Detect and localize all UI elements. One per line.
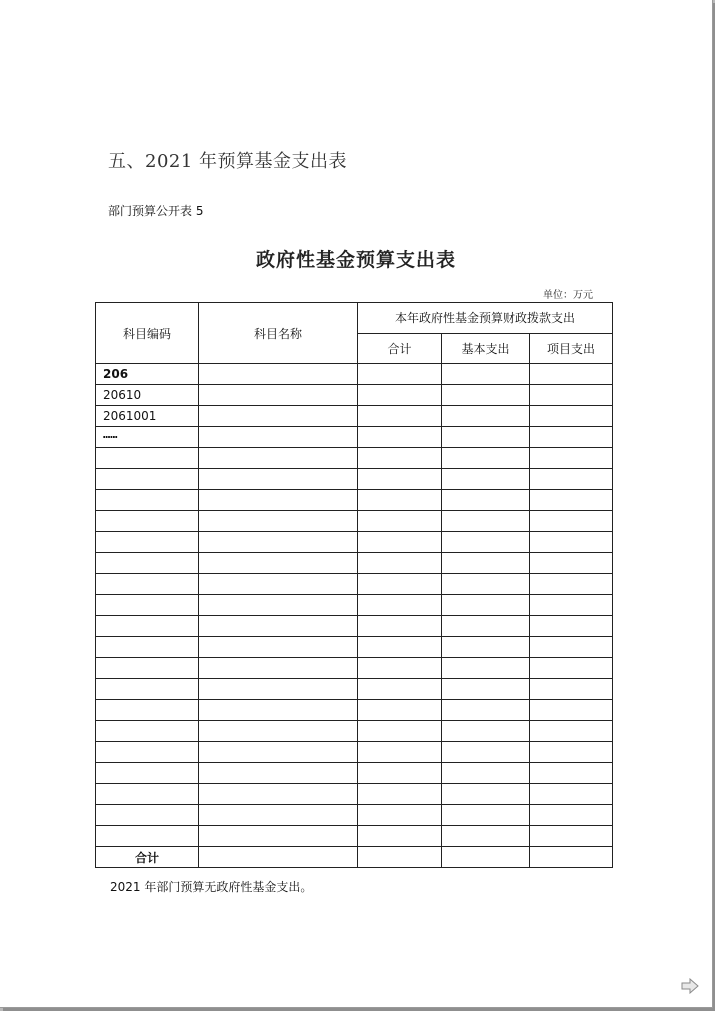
row-project-cell (530, 364, 613, 385)
row-basic-cell (442, 490, 530, 511)
row-project-cell (530, 448, 613, 469)
row-basic-cell (442, 532, 530, 553)
row-code-cell: 206 (96, 364, 199, 385)
table-row (96, 427, 613, 448)
header-basic: 基本支出 (442, 333, 530, 364)
row-project-cell (530, 805, 613, 826)
row-total-cell (358, 763, 442, 784)
row-total-cell (358, 595, 442, 616)
table-title: 政府性基金预算支出表 (255, 249, 456, 271)
row-total-cell (358, 406, 442, 427)
row-name-cell (199, 637, 358, 658)
table-row (96, 658, 613, 679)
row-project-cell (530, 490, 613, 511)
table-row (96, 721, 613, 742)
row-name-cell (199, 385, 358, 406)
row-total-cell (358, 469, 442, 490)
row-name-cell (199, 700, 358, 721)
table-row (96, 532, 613, 553)
row-name-cell (199, 763, 358, 784)
row-total-cell (358, 805, 442, 826)
row-code-cell (96, 616, 199, 637)
row-code-cell (96, 553, 199, 574)
row-name-cell (199, 511, 358, 532)
row-total-cell (358, 679, 442, 700)
row-name-cell (199, 574, 358, 595)
row-total-cell (358, 553, 442, 574)
row-total-cell (358, 784, 442, 805)
table-row (96, 763, 613, 784)
row-project-cell (530, 763, 613, 784)
table-row (96, 805, 613, 826)
row-name-cell (199, 784, 358, 805)
table-row (96, 700, 613, 721)
unit-label: 单位：万元 (543, 290, 593, 301)
budget-table (95, 302, 613, 868)
row-name-cell (199, 406, 358, 427)
row-name-cell (199, 595, 358, 616)
row-basic-cell (442, 826, 530, 847)
row-code-cell (96, 490, 199, 511)
table-row (96, 490, 613, 511)
row-project-cell (530, 826, 613, 847)
table-row (96, 637, 613, 658)
row-basic-cell (442, 427, 530, 448)
table-row (96, 364, 613, 385)
row-name-cell (199, 469, 358, 490)
row-code-cell (96, 637, 199, 658)
row-project-cell (530, 595, 613, 616)
table-row (96, 616, 613, 637)
row-total-cell (358, 742, 442, 763)
row-name-cell (199, 805, 358, 826)
row-code-cell (96, 448, 199, 469)
row-code-cell: ┅┅ (96, 427, 199, 448)
row-code-cell (96, 742, 199, 763)
row-total-cell (358, 721, 442, 742)
table-row (96, 406, 613, 427)
row-total-cell (358, 700, 442, 721)
total-basic-cell (442, 847, 530, 868)
row-project-cell (530, 532, 613, 553)
row-basic-cell (442, 385, 530, 406)
row-code-cell (96, 700, 199, 721)
row-name-cell (199, 490, 358, 511)
row-basic-cell (442, 511, 530, 532)
table-row (96, 385, 613, 406)
row-total-cell (358, 364, 442, 385)
row-code-cell (96, 658, 199, 679)
total-project-cell (530, 847, 613, 868)
header-code: 科目编码 (96, 303, 199, 364)
row-code-cell (96, 679, 199, 700)
row-basic-cell (442, 616, 530, 637)
row-total-cell (358, 448, 442, 469)
row-name-cell (199, 448, 358, 469)
row-code-cell (96, 721, 199, 742)
row-basic-cell (442, 637, 530, 658)
table-row (96, 469, 613, 490)
row-basic-cell (442, 742, 530, 763)
header-name: 科目名称 (199, 303, 358, 364)
row-name-cell (199, 532, 358, 553)
row-project-cell (530, 637, 613, 658)
table-row (96, 784, 613, 805)
row-basic-cell (442, 364, 530, 385)
header-project: 项目支出 (530, 333, 613, 364)
row-project-cell (530, 469, 613, 490)
row-basic-cell (442, 700, 530, 721)
total-name-cell (199, 847, 358, 868)
row-name-cell (199, 679, 358, 700)
table-row (96, 679, 613, 700)
row-basic-cell (442, 784, 530, 805)
row-basic-cell (442, 574, 530, 595)
row-basic-cell (442, 763, 530, 784)
table-row (96, 448, 613, 469)
row-total-cell (358, 574, 442, 595)
row-code-cell: 2061001 (96, 406, 199, 427)
row-project-cell (530, 721, 613, 742)
row-total-cell (358, 427, 442, 448)
right-arrow-icon[interactable] (680, 978, 700, 994)
header-total: 合计 (358, 333, 442, 364)
row-code-cell (96, 532, 199, 553)
row-code-cell: 20610 (96, 385, 199, 406)
row-name-cell (199, 553, 358, 574)
row-code-cell (96, 805, 199, 826)
row-project-cell (530, 553, 613, 574)
row-project-cell (530, 427, 613, 448)
row-basic-cell (442, 679, 530, 700)
row-name-cell (199, 658, 358, 679)
row-basic-cell (442, 448, 530, 469)
row-project-cell (530, 700, 613, 721)
total-row-label: 合计 (96, 847, 199, 868)
row-basic-cell (442, 469, 530, 490)
row-total-cell (358, 826, 442, 847)
row-code-cell (96, 469, 199, 490)
form-label: 部门预算公开表 5 (108, 204, 204, 218)
row-name-cell (199, 742, 358, 763)
row-code-cell (96, 595, 199, 616)
row-project-cell (530, 658, 613, 679)
row-name-cell (199, 364, 358, 385)
row-total-cell (358, 490, 442, 511)
row-code-cell (96, 784, 199, 805)
table-row (96, 595, 613, 616)
section-heading: 五、2021 年预算基金支出表 (108, 151, 348, 172)
row-basic-cell (442, 805, 530, 826)
row-total-cell (358, 637, 442, 658)
row-project-cell (530, 616, 613, 637)
row-basic-cell (442, 721, 530, 742)
row-code-cell (96, 574, 199, 595)
table-row (96, 511, 613, 532)
row-project-cell (530, 742, 613, 763)
row-total-cell (358, 511, 442, 532)
row-code-cell (96, 511, 199, 532)
header-group: 本年政府性基金预算财政拨款支出 (358, 303, 613, 334)
row-total-cell (358, 385, 442, 406)
row-total-cell (358, 616, 442, 637)
row-basic-cell (442, 658, 530, 679)
row-code-cell (96, 826, 199, 847)
row-project-cell (530, 784, 613, 805)
row-project-cell (530, 679, 613, 700)
row-code-cell (96, 763, 199, 784)
table-body (96, 364, 613, 847)
row-basic-cell (442, 553, 530, 574)
row-total-cell (358, 532, 442, 553)
footnote: 2021 年部门预算无政府性基金支出。 (110, 880, 313, 894)
row-name-cell (199, 826, 358, 847)
row-project-cell (530, 574, 613, 595)
row-name-cell (199, 427, 358, 448)
row-project-cell (530, 511, 613, 532)
table-row (96, 826, 613, 847)
row-total-cell (358, 658, 442, 679)
row-project-cell (530, 406, 613, 427)
row-basic-cell (442, 595, 530, 616)
row-project-cell (530, 385, 613, 406)
table-row (96, 742, 613, 763)
row-name-cell (199, 616, 358, 637)
row-basic-cell (442, 406, 530, 427)
row-name-cell (199, 721, 358, 742)
total-sum-cell (358, 847, 442, 868)
table-row (96, 553, 613, 574)
table-row (96, 574, 613, 595)
